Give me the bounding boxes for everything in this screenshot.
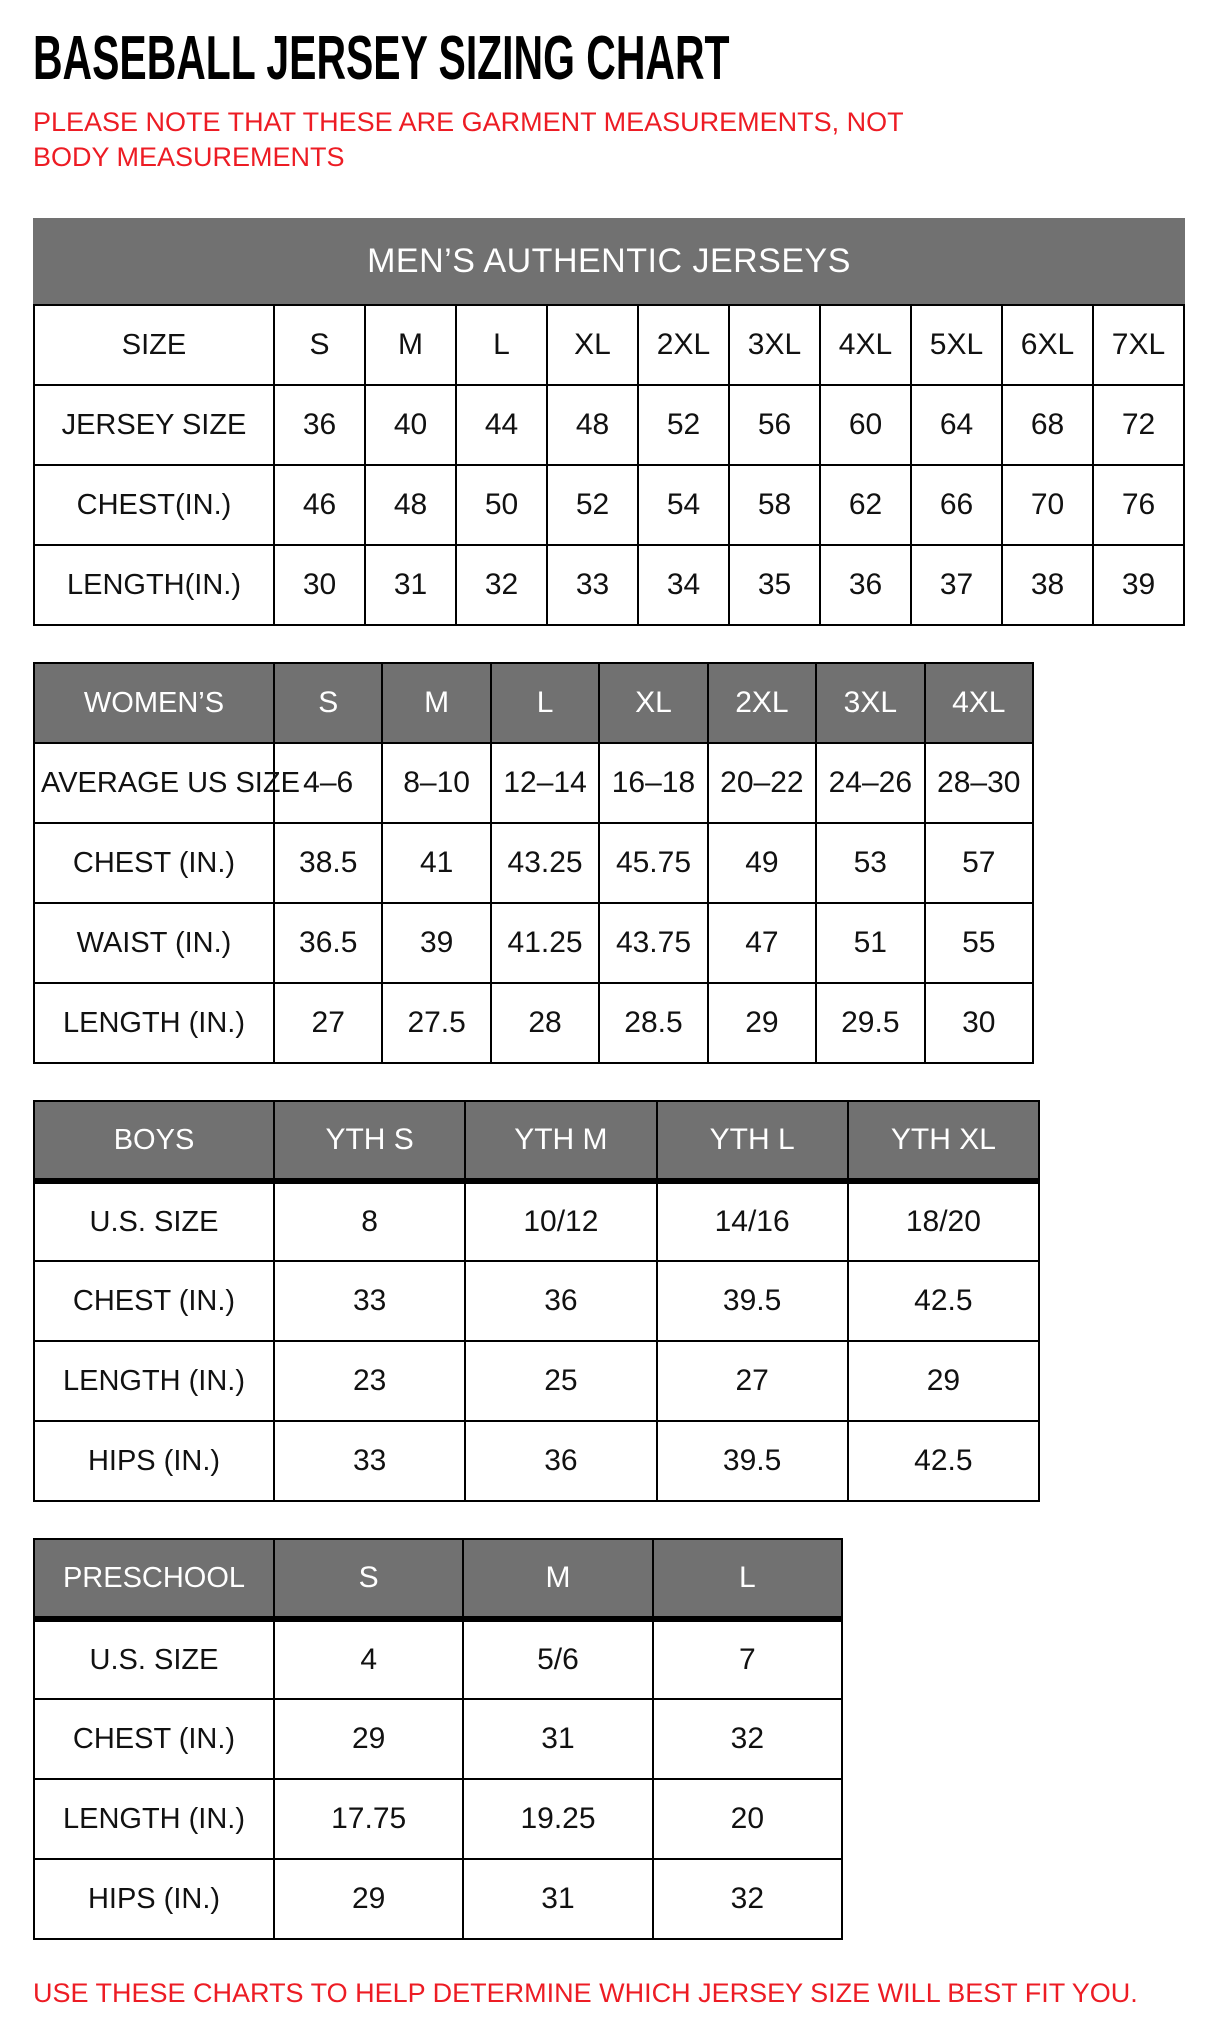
size-cell: 36 [820, 545, 911, 625]
womens-row-label-chest-in: CHEST (IN.) [34, 823, 274, 903]
size-cell: 54 [638, 465, 729, 545]
size-cell: 30 [274, 545, 365, 625]
size-cell: 43.75 [599, 903, 707, 983]
size-cell: 12–14 [491, 743, 599, 823]
size-cell: 29 [274, 1859, 463, 1939]
size-cell: 47 [708, 903, 816, 983]
preschool-row-chest-in [34, 1699, 842, 1779]
mens-col-l: L [456, 305, 547, 385]
size-cell: 58 [729, 465, 820, 545]
womens-row-label-waist-in: WAIST (IN.) [34, 903, 274, 983]
size-cell: 16–18 [599, 743, 707, 823]
womens-header-row [34, 663, 1033, 743]
size-cell: 38 [1002, 545, 1093, 625]
preschool-col-m: M [463, 1539, 652, 1619]
mens-col-s: S [274, 305, 365, 385]
preschool-row-label-u-s-size: U.S. SIZE [34, 1619, 274, 1699]
size-cell: 7 [653, 1619, 842, 1699]
size-cell: 33 [274, 1421, 465, 1501]
preschool-col-preschool: PRESCHOOL [34, 1539, 274, 1619]
preschool-col-s: S [274, 1539, 463, 1619]
size-cell: 46 [274, 465, 365, 545]
preschool-header-row [34, 1539, 842, 1619]
size-cell: 37 [911, 545, 1002, 625]
size-cell: 29 [708, 983, 816, 1063]
womens-col-2xl: 2XL [708, 663, 816, 743]
size-cell: 8–10 [382, 743, 490, 823]
size-cell: 28 [491, 983, 599, 1063]
boys-sizing-table [33, 1100, 1190, 1502]
preschool-row-label-hips-in: HIPS (IN.) [34, 1859, 274, 1939]
size-cell: 62 [820, 465, 911, 545]
mens-sizing-table [33, 218, 1190, 626]
size-cell: 70 [1002, 465, 1093, 545]
size-cell: 36 [465, 1421, 656, 1501]
size-cell: 48 [365, 465, 456, 545]
womens-row-length-in [34, 983, 1033, 1063]
boys-row-label-chest-in: CHEST (IN.) [34, 1261, 274, 1341]
mens-row-label-length-in: LENGTH(IN.) [34, 545, 274, 625]
size-cell: 5/6 [463, 1619, 652, 1699]
size-cell: 4–6 [274, 743, 382, 823]
womens-col-m: M [382, 663, 490, 743]
size-cell: 76 [1093, 465, 1184, 545]
size-cell: 64 [911, 385, 1002, 465]
size-cell: 56 [729, 385, 820, 465]
size-cell: 31 [463, 1699, 652, 1779]
size-cell: 32 [456, 545, 547, 625]
preschool-table-grid [33, 1538, 843, 1940]
preschool-row-label-chest-in: CHEST (IN.) [34, 1699, 274, 1779]
size-cell: 36 [465, 1261, 656, 1341]
mens-col-7xl: 7XL [1093, 305, 1184, 385]
size-cell: 41.25 [491, 903, 599, 983]
mens-col-xl: XL [547, 305, 638, 385]
preschool-row-hips-in [34, 1859, 842, 1939]
size-cell: 17.75 [274, 1779, 463, 1859]
sizing-tables-container [33, 218, 1190, 1940]
womens-row-label-length-in: LENGTH (IN.) [34, 983, 274, 1063]
preschool-col-l: L [653, 1539, 842, 1619]
size-cell: 72 [1093, 385, 1184, 465]
page-title: BASEBALL JERSEY SIZING CHART [33, 24, 730, 93]
size-cell: 28.5 [599, 983, 707, 1063]
boys-row-chest-in [34, 1261, 1039, 1341]
preschool-row-u-s-size [34, 1619, 842, 1699]
boys-row-label-hips-in: HIPS (IN.) [34, 1421, 274, 1501]
womens-sizing-table [33, 662, 1190, 1064]
mens-col-4xl: 4XL [820, 305, 911, 385]
mens-row-length-in [34, 545, 1184, 625]
size-cell: 53 [816, 823, 924, 903]
size-cell: 31 [463, 1859, 652, 1939]
size-cell: 39 [382, 903, 490, 983]
size-cell: 39 [1093, 545, 1184, 625]
womens-col-3xl: 3XL [816, 663, 924, 743]
size-cell: 25 [465, 1341, 656, 1421]
size-cell: 33 [274, 1261, 465, 1341]
size-cell: 27.5 [382, 983, 490, 1063]
boys-col-yth-s: YTH S [274, 1101, 465, 1181]
size-cell: 24–26 [816, 743, 924, 823]
size-cell: 27 [657, 1341, 848, 1421]
size-cell: 51 [816, 903, 924, 983]
size-cell: 32 [653, 1699, 842, 1779]
size-cell: 31 [365, 545, 456, 625]
size-cell: 43.25 [491, 823, 599, 903]
womens-table-grid [33, 662, 1034, 1064]
size-cell: 57 [925, 823, 1033, 903]
mens-col-2xl: 2XL [638, 305, 729, 385]
boys-row-length-in [34, 1341, 1039, 1421]
mens-row-chest-in [34, 465, 1184, 545]
size-cell: 20 [653, 1779, 842, 1859]
mens-table-title: MEN’S AUTHENTIC JERSEYS [33, 218, 1185, 304]
size-cell: 49 [708, 823, 816, 903]
footer-note: USE THESE CHARTS TO HELP DETERMINE WHICH JERSEY SIZE WILL BEST FIT YOU. [33, 1978, 1138, 2009]
size-cell: 19.25 [463, 1779, 652, 1859]
boys-col-yth-m: YTH M [465, 1101, 656, 1181]
size-cell: 8 [274, 1181, 465, 1261]
size-cell: 35 [729, 545, 820, 625]
boys-col-yth-xl: YTH XL [848, 1101, 1039, 1181]
mens-row-jersey-size [34, 385, 1184, 465]
size-cell: 30 [925, 983, 1033, 1063]
mens-row-label-chest-in: CHEST(IN.) [34, 465, 274, 545]
size-cell: 27 [274, 983, 382, 1063]
boys-table-grid [33, 1100, 1040, 1502]
preschool-sizing-table [33, 1538, 1190, 1940]
size-cell: 55 [925, 903, 1033, 983]
mens-col-size: SIZE [34, 305, 274, 385]
size-cell: 52 [638, 385, 729, 465]
size-cell: 23 [274, 1341, 465, 1421]
size-cell: 60 [820, 385, 911, 465]
size-cell: 41 [382, 823, 490, 903]
size-cell: 4 [274, 1619, 463, 1699]
size-cell: 48 [547, 385, 638, 465]
size-cell: 52 [547, 465, 638, 545]
size-cell: 44 [456, 385, 547, 465]
boys-row-hips-in [34, 1421, 1039, 1501]
size-cell: 39.5 [657, 1421, 848, 1501]
size-cell: 29.5 [816, 983, 924, 1063]
size-cell: 68 [1002, 385, 1093, 465]
preschool-row-length-in [34, 1779, 842, 1859]
boys-col-boys: BOYS [34, 1101, 274, 1181]
mens-table-grid [33, 304, 1185, 626]
mens-row-label-jersey-size: JERSEY SIZE [34, 385, 274, 465]
mens-col-6xl: 6XL [1002, 305, 1093, 385]
size-cell: 28–30 [925, 743, 1033, 823]
boys-col-yth-l: YTH L [657, 1101, 848, 1181]
size-cell: 36.5 [274, 903, 382, 983]
size-cell: 40 [365, 385, 456, 465]
womens-row-average-us-size [34, 743, 1033, 823]
mens-col-m: M [365, 305, 456, 385]
size-cell: 29 [848, 1341, 1039, 1421]
size-cell: 50 [456, 465, 547, 545]
size-cell: 32 [653, 1859, 842, 1939]
size-cell: 14/16 [657, 1181, 848, 1261]
womens-row-label-average-us-size: AVERAGE US SIZE [34, 743, 274, 823]
womens-col-4xl: 4XL [925, 663, 1033, 743]
boys-row-label-u-s-size: U.S. SIZE [34, 1181, 274, 1261]
garment-measurements-note: PLEASE NOTE THAT THESE ARE GARMENT MEASUREMENTS, NOT BODY MEASUREMENTS [33, 107, 904, 172]
boys-row-label-length-in: LENGTH (IN.) [34, 1341, 274, 1421]
mens-col-3xl: 3XL [729, 305, 820, 385]
womens-col-women-s: WOMEN’S [34, 663, 274, 743]
womens-col-s: S [274, 663, 382, 743]
size-cell: 38.5 [274, 823, 382, 903]
mens-col-5xl: 5XL [911, 305, 1002, 385]
womens-col-l: L [491, 663, 599, 743]
size-cell: 36 [274, 385, 365, 465]
size-cell: 45.75 [599, 823, 707, 903]
boys-header-row [34, 1101, 1039, 1181]
size-cell: 29 [274, 1699, 463, 1779]
size-cell: 34 [638, 545, 729, 625]
womens-col-xl: XL [599, 663, 707, 743]
size-cell: 20–22 [708, 743, 816, 823]
womens-row-waist-in [34, 903, 1033, 983]
mens-header-row [34, 305, 1184, 385]
size-cell: 42.5 [848, 1261, 1039, 1341]
preschool-row-label-length-in: LENGTH (IN.) [34, 1779, 274, 1859]
size-cell: 10/12 [465, 1181, 656, 1261]
size-cell: 33 [547, 545, 638, 625]
boys-row-u-s-size [34, 1181, 1039, 1261]
size-cell: 66 [911, 465, 1002, 545]
womens-row-chest-in [34, 823, 1033, 903]
size-cell: 42.5 [848, 1421, 1039, 1501]
size-cell: 39.5 [657, 1261, 848, 1341]
size-cell: 18/20 [848, 1181, 1039, 1261]
